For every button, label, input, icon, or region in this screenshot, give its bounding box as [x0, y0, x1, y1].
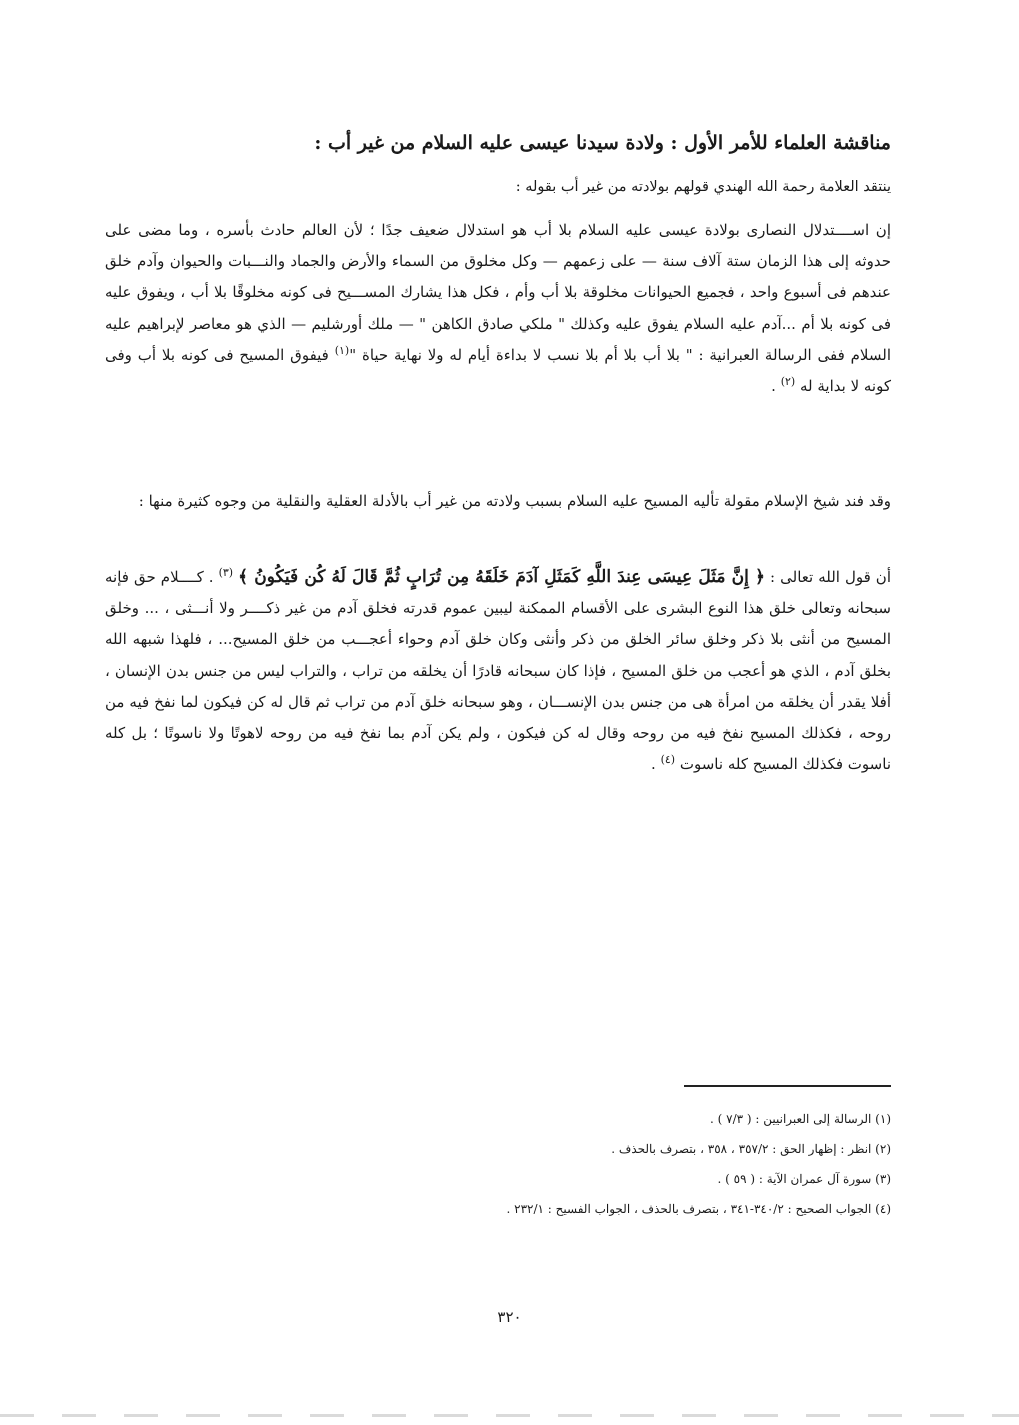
section-heading: مناقشة العلماء للأمر الأول : ولادة سيدنا عيسى عليه السلام من غير أب : — [314, 132, 891, 154]
footnote-ref-3: (٣) — [218, 566, 234, 579]
quran-verse: ﴿ إِنَّ مَثَلَ عِيسَى عِندَ اللَّهِ كَمَثَلِ آدَمَ خَلَقَهُ مِن تُرَابٍ ثُمَّ قَالَ لَهُ كُن فَيَكُونُ ﴾ — [238, 567, 766, 587]
paragraph-1-text: إن اســــتدلال النصارى بولادة عيسى عليه السلام بلا أب هو استدلال ضعيف جدًا ؛ لأن العالم حادث بأسره ، وما مضى على حدوثه إلى هذا الزمان ستة آلاف سنة — على زعمهم — وكل مخلوق من السماء والأرض والجماد والنـــبات والحيوان وآدم خلق عندهم فى أسبوع واحد ، فجميع الحيوانات مخلوقة بلا أب وأم ، فكل هذا يشارك المســـيح فى كونه مخلوقًا بلا أب ، ويفوق عليه فى كونه بلا أم ...آدم عليه السلام يفوق عليه وكذلك " ملكي صادق الكاهن " — ملك أورشليم — الذي هو معاصر لإبراهيم عليه السلام ففى الرسالة العبرانية : " بلا أب بلا أم بلا نسب لا بداءة أيام له ولا نهاية حياة " — [105, 221, 891, 364]
footnotes — [111, 1104, 891, 1224]
paragraph-2: وقد فند شيخ الإسلام مقولة تأليه المسيح عليه السلام بسبب ولادته من غير أب بالأدلة العقلية والنقلية من وجوه كثيرة منها : — [138, 492, 891, 510]
footnote-ref-2: (٢) — [780, 375, 796, 389]
footnote-3: (٣) سورة آل عمران الآية : ( ٥٩ ) . — [717, 1172, 891, 1186]
footnote-4: (٤) الجواب الصحيح : ٣٤٠/٢-٣٤١ ، بتصرف بالحذف ، الجواب الفسيح : ٢٣٢/١ . — [506, 1202, 891, 1216]
footnote-separator — [684, 1085, 891, 1087]
paragraph-3 — [105, 562, 891, 780]
page-number: ٣٢٠ — [497, 1308, 522, 1326]
paragraph-1 — [105, 215, 891, 402]
footnote-1: (١) الرسالة إلى العبرانيين : ( ٧/٣ ) . — [710, 1112, 891, 1126]
paragraph-1-end: . — [771, 377, 781, 396]
footnote-ref-4: (٤) — [660, 753, 676, 767]
footnote-2: (٢) انظر : إظهار الحق : ٣٥٧/٢ ، ٣٥٨ ، بتصرف بالحذف . — [611, 1142, 891, 1156]
paragraph-3-body: . كــــلام حق فإنه سبحانه وتعالى خلق هذا النوع البشرى على الأقسام الممكنة ليبين عموم قدرته فخلق آدم من غير ذكــــر ولا أنـــثى ، ... وخلق المسيح من أنثى بلا ذكر وخلق سائر الخلق من ذكر وأنثى وكان خلق آدم وحواء أعجـــب من خلق المسيح... ، فلهذا شبهه الله بخلق آدم ، الذي هو أعجب من خلق المسيح ، فإذا كان سبحانه قادرًا أن يخلقه من تراب ، والتراب ليس من جنس بدن الإنسان ، أفلا يقدر أن يخلقه من امرأة هى من جنس بدن الإنســـان ، وهو سبحانه خلق آدم من تراب ثم قال له كن فيكون لما نفخ فيه من روحه ، فكذلك المسيح نفخ فيه من روحه وقال له كن فيكون ، ولم يكن آدم بما نفخ فيه من روحه لاهوتًا ولا ناسوتًا ؛ بل كله ناسوت فكذلك المسيح كله ناسوت — [105, 568, 891, 774]
paragraph-3-end: . — [651, 755, 661, 774]
intro-line: ينتقد العلامة رحمة الله الهندي قولهم بولادته من غير أب بقوله : — [515, 179, 891, 195]
paragraph-3-lead: أن قول الله تعالى : — [765, 568, 891, 586]
scan-edge-artifact — [0, 1414, 1019, 1417]
paragraph-1-tail: فيفوق المسيح فى كونه بلا أب وفى كونه لا بداية له — [105, 345, 891, 396]
footnote-ref-1: (١) — [334, 343, 350, 357]
